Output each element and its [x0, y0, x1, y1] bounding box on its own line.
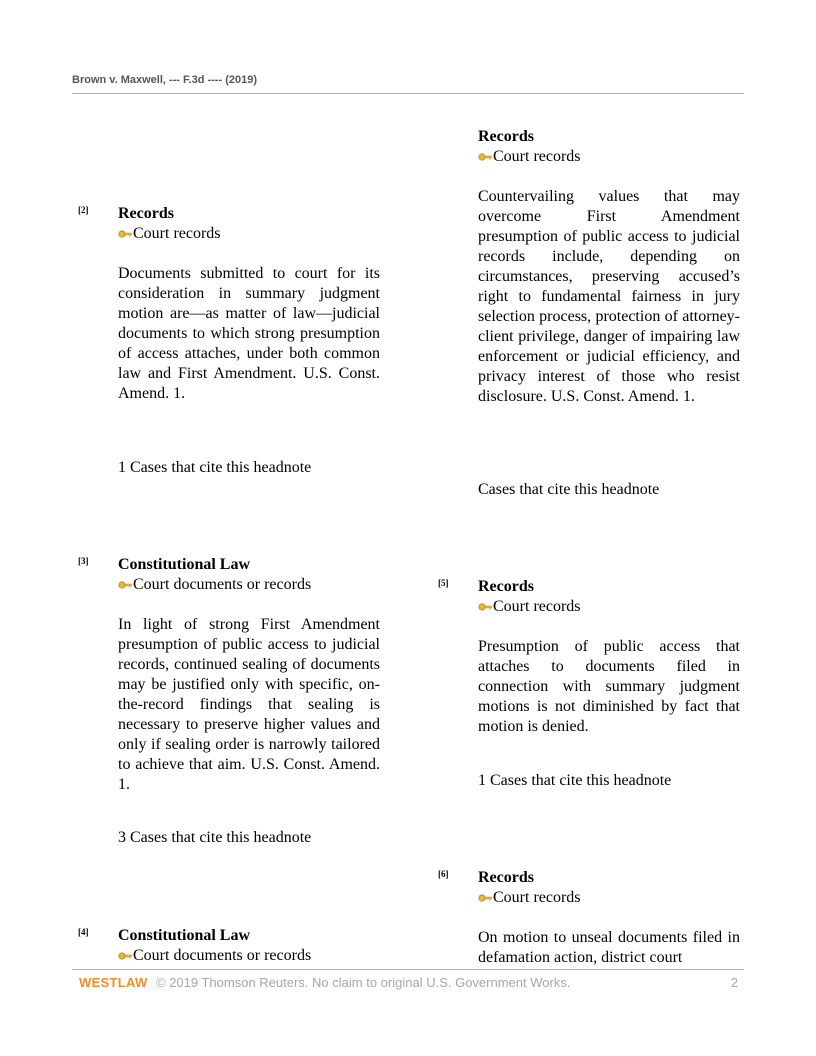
cases-cite-link[interactable]: 1 Cases that cite this headnote	[478, 772, 672, 789]
headnote-subtopic[interactable]	[118, 946, 380, 966]
headnote-subtopic[interactable]	[478, 147, 740, 167]
header-divider	[72, 93, 744, 94]
subtopic-label: Court records	[133, 225, 221, 242]
headnote-subtopic[interactable]	[478, 597, 740, 617]
headnote-number: [3]	[78, 556, 89, 566]
subtopic-label: Court records	[493, 148, 581, 165]
headnote-number: [2]	[78, 205, 89, 215]
headnote-4-continued	[478, 127, 740, 507]
headnote-2	[78, 204, 380, 484]
headnote-number: [5]	[438, 578, 449, 588]
key-icon	[118, 229, 132, 239]
headnote-6	[438, 868, 740, 968]
westlaw-logo: WESTLAW	[79, 975, 148, 990]
headnote-topic[interactable]: Records	[478, 128, 534, 145]
footer-copyright: © 2019 Thomson Reuters. No claim to original U.S. Government Works.	[156, 975, 571, 990]
headnote-text: Presumption of public access that attaches to documents filed in connection with summary judgment motions is not diminished by fact that motion is denied.	[478, 638, 740, 735]
key-icon	[118, 951, 132, 961]
headnote-topic[interactable]: Records	[478, 578, 534, 595]
cases-cite-link[interactable]: 3 Cases that cite this headnote	[118, 829, 312, 846]
cases-cite-link[interactable]: 1 Cases that cite this headnote	[118, 459, 312, 476]
subtopic-label: Court documents or records	[133, 947, 312, 964]
headnote-topic[interactable]: Records	[118, 205, 174, 222]
headnote-number: [4]	[78, 927, 89, 937]
subtopic-label: Court documents or records	[133, 576, 312, 593]
headnote-subtopic[interactable]	[118, 224, 380, 244]
headnote-topic[interactable]: Constitutional Law	[118, 556, 251, 573]
key-icon	[478, 602, 492, 612]
subtopic-label: Court records	[493, 889, 581, 906]
headnote-text: On motion to unseal documents filed in defamation action, district court	[478, 929, 740, 966]
key-icon	[478, 152, 492, 162]
headnote-5	[438, 577, 740, 797]
footer-divider	[72, 969, 744, 970]
headnote-text: Countervailing values that may overcome First Amendment presumption of public access to judicial records include, depending on circumstances, preserving accused’s right to fundamental fairness in jury selection process, protection of attorney-client privilege, danger of impairing law enforcement or judicial efficiency, and privacy interest of those who resist disclosure. U.S. Const. Amend. 1.	[478, 188, 740, 405]
headnote-text: In light of strong First Amendment presumption of public access to judicial records, continued sealing of documents may be justified only with specific, on-the-record findings that sealing is necessary to preserve higher values and only if sealing order is narrowly tailored to achieve that aim. U.S. Const. Amend. 1.	[118, 616, 380, 793]
headnote-number: [6]	[438, 869, 449, 879]
headnote-subtopic[interactable]	[118, 575, 380, 595]
cases-cite-link[interactable]: Cases that cite this headnote	[478, 481, 660, 498]
headnote-4	[78, 926, 380, 966]
document-header-title: Brown v. Maxwell, --- F.3d ---- (2019)	[72, 74, 257, 86]
key-icon	[478, 893, 492, 903]
headnote-3	[78, 555, 380, 855]
key-icon	[118, 580, 132, 590]
page-number: 2	[730, 975, 738, 990]
headnote-subtopic[interactable]	[478, 888, 740, 908]
headnote-topic[interactable]: Constitutional Law	[118, 927, 251, 944]
headnote-text: Documents submitted to court for its consideration in summary judgment motion are—as matter of law—judicial documents to which strong presumption of access attaches, under both common law and First Amendment. U.S. Const. Amend. 1.	[118, 265, 380, 402]
headnote-topic[interactable]: Records	[478, 869, 534, 886]
subtopic-label: Court records	[493, 598, 581, 615]
